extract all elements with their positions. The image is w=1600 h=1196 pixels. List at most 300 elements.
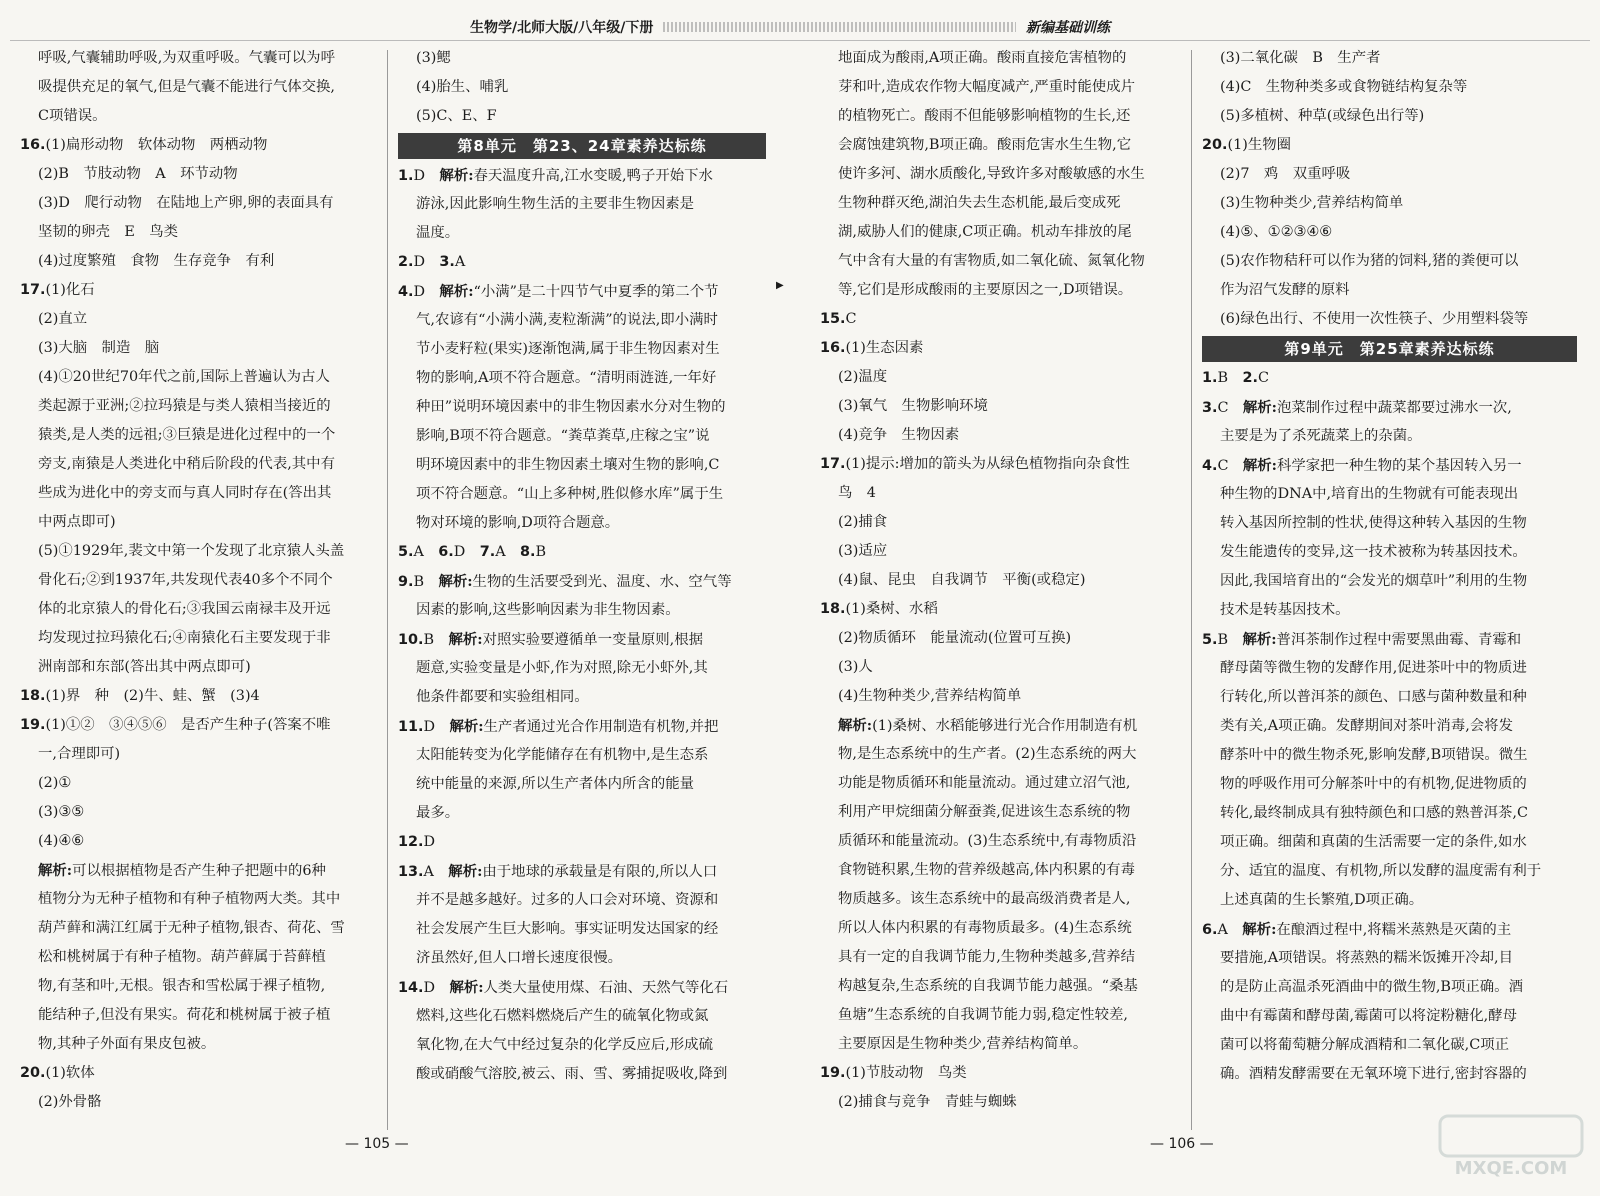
question-number: 12. bbox=[398, 834, 424, 850]
text-line bbox=[820, 479, 1188, 508]
text-line bbox=[20, 160, 388, 189]
text-line bbox=[20, 1088, 388, 1117]
answer-text: (4)过度繁殖 食物 生存竞争 有利 bbox=[38, 253, 275, 269]
answer-text: 因此,我国培育出的“会发光的烟草叶”利用的生物 bbox=[1220, 573, 1528, 589]
answer-text: 酵茶叶中的微生物杀死,影响发酵,B项错误。微生 bbox=[1220, 747, 1528, 763]
answer-text: (4)④⑥ bbox=[38, 833, 85, 849]
answer-text: 物的影响,A项不符合题意。“清明雨涟涟,一年好 bbox=[416, 370, 717, 386]
answer-text: B bbox=[1217, 632, 1243, 648]
answer-text: (1)提示:增加的箭头为从绿色植物指向杂食性 bbox=[845, 456, 1130, 472]
text-line bbox=[820, 653, 1188, 682]
text-line bbox=[20, 363, 388, 392]
question-number: 10. bbox=[398, 632, 424, 648]
answer-text: (2)捕食与竞争 青蛙与蜘蛛 bbox=[838, 1094, 1017, 1110]
fold-marker-icon: ▶ bbox=[776, 280, 784, 291]
question-number: 2. bbox=[398, 254, 414, 270]
answer-text: 确。酒精发酵需要在无氧环境下进行,密封容器的 bbox=[1220, 1066, 1527, 1082]
answer-text: (1)桑树、水稻能够进行光合作用制造有机 bbox=[872, 718, 1138, 734]
text-line bbox=[20, 914, 388, 943]
text-line bbox=[398, 422, 766, 451]
text-line bbox=[398, 915, 766, 944]
column-4 bbox=[1202, 44, 1577, 1089]
answer-text: 物,有茎和叶,无根。银杏和雪松属于裸子植物, bbox=[38, 978, 326, 994]
question-number: 17. bbox=[20, 282, 46, 298]
analysis-label: 解析: bbox=[1242, 921, 1277, 938]
answer-text: 生产者通过光合作用制造有机物,并把 bbox=[483, 719, 719, 735]
text-line bbox=[820, 450, 1188, 479]
answer-text: (3)生物种类少,营养结构简单 bbox=[1220, 195, 1404, 211]
answer-text: 地面成为酸雨,A项正确。酸雨直接危害植物的 bbox=[838, 50, 1127, 66]
answer-text: 的植物死亡。酸雨不但能够影响植物的生长,还 bbox=[838, 108, 1131, 124]
answer-text: D bbox=[423, 719, 450, 735]
answer-text: (5)农作物秸秆可以作为猪的饲料,猪的粪便可以 bbox=[1220, 253, 1519, 269]
answer-text: 气,农谚有“小满小满,麦粒渐满”的说法,即小满时 bbox=[416, 312, 718, 328]
answer-text: 洲南部和东部(答出其中两点即可) bbox=[38, 659, 251, 675]
answer-text: (1)生物圈 bbox=[1227, 137, 1292, 153]
text-line bbox=[20, 73, 388, 102]
column-divider-right bbox=[1191, 50, 1192, 1130]
text-line bbox=[820, 508, 1188, 537]
answer-text: (3)大脑 制造 脑 bbox=[38, 340, 160, 356]
answer-text: 酵母菌等微生物的发酵作用,促进茶叶中的物质进 bbox=[1220, 660, 1527, 676]
answer-text: 坚韧的卵壳 E 鸟类 bbox=[38, 224, 179, 240]
text-line bbox=[398, 161, 766, 190]
answer-text: C bbox=[845, 311, 857, 327]
answer-text: 对照实验要遵循单一变量原则,根据 bbox=[482, 632, 703, 648]
answer-text: 温度。 bbox=[416, 225, 460, 241]
answer-text: 类有关,A项正确。发酵期间对茶叶消毒,会将发 bbox=[1220, 718, 1513, 734]
answer-text: 社会发展产生巨大影响。事实证明发达国家的经 bbox=[416, 921, 719, 937]
answer-text: 质循环和能量流动。(3)生态系统中,有毒物质沿 bbox=[838, 833, 1137, 849]
answer-text: (5)①1929年,裴文中第一个发现了北京猿人头盖 bbox=[38, 543, 345, 559]
text-line bbox=[20, 740, 388, 769]
text-line bbox=[1202, 393, 1577, 422]
answer-text: (4)生物种类少,营养结构简单 bbox=[838, 688, 1022, 704]
answer-text: B bbox=[423, 632, 449, 648]
text-line bbox=[820, 537, 1188, 566]
header-rule bbox=[10, 40, 1590, 41]
question-number: 20. bbox=[20, 1065, 46, 1081]
text-line bbox=[1202, 247, 1577, 276]
analysis-label: 解析: bbox=[438, 573, 473, 590]
watermark-logo bbox=[1436, 1112, 1586, 1180]
text-line bbox=[820, 769, 1188, 798]
answer-text: 可以根据植物是否产生种子把题中的6种 bbox=[72, 863, 326, 879]
answer-text: 题意,实验变量是小虾,作为对照,除无小虾外,其 bbox=[416, 660, 708, 676]
question-number: 6. bbox=[438, 544, 454, 560]
answer-text: 旁支,南猿是人类进化中稍后阶段的代表,其中有 bbox=[38, 456, 335, 472]
answer-text: 行转化,所以普洱茶的颜色、口感与菌种数量和种 bbox=[1220, 689, 1527, 705]
text-line bbox=[20, 682, 388, 711]
answer-text: 中两点即可) bbox=[38, 514, 116, 530]
question-number: 4. bbox=[1202, 458, 1218, 474]
question-number: 15. bbox=[820, 311, 846, 327]
answer-text: 由于地球的承载量是有限的,所以人口 bbox=[482, 864, 718, 880]
answer-text: 能结种子,但没有果实。荷花和桃树属于被子植 bbox=[38, 1007, 331, 1023]
text-line bbox=[398, 799, 766, 828]
text-line bbox=[1202, 44, 1577, 73]
text-line bbox=[1202, 944, 1577, 973]
text-line bbox=[20, 131, 388, 160]
text-line bbox=[20, 421, 388, 450]
text-line bbox=[1202, 102, 1577, 131]
text-line bbox=[1202, 1031, 1577, 1060]
question-number: 6. bbox=[1202, 922, 1218, 938]
answer-text: D bbox=[413, 254, 440, 270]
question-number: 13. bbox=[398, 864, 424, 880]
text-line bbox=[398, 364, 766, 393]
question-number: 18. bbox=[20, 688, 46, 704]
text-line bbox=[1202, 596, 1577, 625]
answer-text: 因素的影响,这些影响因素为非生物因素。 bbox=[416, 602, 680, 618]
answer-text: 普洱茶制作过程中需要黑曲霉、青霉和 bbox=[1276, 632, 1522, 648]
answer-text: 他条件都要和实验组相同。 bbox=[416, 689, 589, 705]
answer-text: 的是防止高温杀死酒曲中的微生物,B项正确。酒 bbox=[1220, 979, 1523, 995]
text-line bbox=[820, 305, 1188, 334]
answer-text: 在酿酒过程中,将糯米蒸熟是灭菌的主 bbox=[1276, 922, 1512, 938]
answer-text: (4)鼠、昆虫 自我调节 平衡(或稳定) bbox=[838, 572, 1086, 588]
text-line bbox=[398, 306, 766, 335]
analysis-label: 解析: bbox=[449, 718, 484, 735]
text-line bbox=[398, 335, 766, 364]
answer-text: D bbox=[423, 980, 450, 996]
answer-text: 项不符合题意。“山上多种树,胜似修水库”属于生 bbox=[416, 486, 724, 502]
text-line bbox=[1202, 509, 1577, 538]
text-line bbox=[398, 1060, 766, 1089]
text-line bbox=[20, 595, 388, 624]
text-line bbox=[20, 798, 388, 827]
answer-text: 物对环境的影响,D项符合题意。 bbox=[416, 515, 620, 531]
text-line bbox=[398, 102, 766, 131]
question-number: 4. bbox=[398, 284, 414, 300]
text-line bbox=[398, 886, 766, 915]
text-line bbox=[1202, 1002, 1577, 1031]
answer-text: 猿类,是人类的远祖;③巨猿是进化过程中的一个 bbox=[38, 427, 336, 443]
answer-text: (2)物质循环 能量流动(位置可互换) bbox=[838, 630, 1072, 646]
text-line bbox=[1202, 828, 1577, 857]
unit-8-banner: 第8单元 第23、24章素养达标练 bbox=[398, 133, 766, 159]
answer-text: (4)①20世纪70年代之前,国际上普遍认为古人 bbox=[38, 369, 330, 385]
text-line bbox=[398, 480, 766, 509]
text-line bbox=[1202, 770, 1577, 799]
analysis-label: 解析: bbox=[1242, 631, 1277, 648]
text-line bbox=[20, 653, 388, 682]
question-number: 19. bbox=[20, 717, 46, 733]
answer-text: (1)生态因素 bbox=[845, 340, 924, 356]
text-line bbox=[398, 857, 766, 886]
text-line bbox=[1202, 567, 1577, 596]
answer-text: 气中含有大量的有害物质,如二氧化硫、氮氧化物 bbox=[838, 253, 1145, 269]
text-line bbox=[20, 711, 388, 740]
answer-text: 主要是为了杀死蔬菜上的杂菌。 bbox=[1220, 428, 1422, 444]
answer-text: B bbox=[413, 574, 439, 590]
text-line bbox=[820, 363, 1188, 392]
answer-text: 鸟 4 bbox=[838, 485, 876, 501]
text-line bbox=[1202, 625, 1577, 654]
answer-text: 一,合理即可) bbox=[38, 746, 121, 762]
text-line bbox=[398, 509, 766, 538]
text-line bbox=[820, 1059, 1188, 1088]
answer-text: 要措施,A项错误。将蒸熟的糯米饭摊开冷却,目 bbox=[1220, 950, 1513, 966]
answer-text: 菌可以将葡萄糖分解成酒精和二氧化碳,C项正 bbox=[1220, 1037, 1510, 1053]
text-line bbox=[820, 885, 1188, 914]
answer-text: (2)捕食 bbox=[838, 514, 888, 530]
running-header bbox=[470, 14, 1110, 40]
answer-text: (1)界 种 (2)牛、蛙、蟹 (3)4 bbox=[45, 688, 260, 704]
answer-text: (2)7 鸡 双重呼吸 bbox=[1220, 166, 1351, 182]
question-number: 19. bbox=[820, 1065, 846, 1081]
answer-text: 呼吸,气囊辅助呼吸,为双重呼吸。气囊可以为呼 bbox=[38, 50, 335, 66]
column-2 bbox=[398, 44, 766, 1089]
answer-text: (1)节肢动物 鸟类 bbox=[845, 1065, 967, 1081]
text-line bbox=[820, 160, 1188, 189]
answer-text: 均发现过拉玛猿化石;④南猿化石主要发现于非 bbox=[38, 630, 331, 646]
text-line bbox=[20, 334, 388, 363]
answer-text: 松和桃树属于有种子植物。葫芦藓属于苔藓植 bbox=[38, 949, 326, 965]
text-line bbox=[398, 828, 766, 857]
question-number: 1. bbox=[398, 168, 414, 184]
answer-text: (3)适应 bbox=[838, 543, 888, 559]
text-line bbox=[398, 770, 766, 799]
text-line bbox=[820, 73, 1188, 102]
text-line bbox=[820, 392, 1188, 421]
analysis-label: 解析: bbox=[439, 167, 474, 184]
text-line bbox=[398, 712, 766, 741]
page-number-left: — 105 — bbox=[345, 1136, 409, 1152]
text-line bbox=[820, 334, 1188, 363]
answer-text: 物的呼吸作用可分解茶叶中的有机物,促进物质的 bbox=[1220, 776, 1527, 792]
answer-text: D bbox=[423, 834, 436, 850]
answer-text: (2)外骨骼 bbox=[38, 1094, 102, 1110]
text-line bbox=[820, 421, 1188, 450]
text-line bbox=[20, 189, 388, 218]
answer-text: C bbox=[1217, 400, 1243, 416]
answer-text: (3)氧气 生物影响环境 bbox=[838, 398, 988, 414]
text-line bbox=[820, 682, 1188, 711]
answer-text: 所以人体内积累的有毒物质最多。(4)生态系统 bbox=[838, 920, 1132, 936]
answer-text: 转入基因所控制的性状,使得这种转入基因的生物 bbox=[1220, 515, 1527, 531]
answer-text: 功能是物质循环和能量流动。通过建立沼气池, bbox=[838, 775, 1131, 791]
answer-text: 科学家把一种生物的某个基因转入另一 bbox=[1276, 458, 1522, 474]
text-line bbox=[398, 219, 766, 248]
text-line bbox=[820, 827, 1188, 856]
question-number: 5. bbox=[1202, 632, 1218, 648]
text-line bbox=[1202, 218, 1577, 247]
answer-text: 葫芦藓和满江红属于无种子植物,银杏、荷花、雪 bbox=[38, 920, 345, 936]
analysis-label: 解析: bbox=[38, 862, 73, 879]
answer-text: 影响,B项不符合题意。“粪草粪草,庄稼之宝”说 bbox=[416, 428, 710, 444]
text-line bbox=[20, 1001, 388, 1030]
answer-text: (5)C、E、F bbox=[416, 108, 497, 124]
answer-text: B bbox=[1217, 370, 1243, 386]
text-line bbox=[1202, 131, 1577, 160]
answer-text: (6)绿色出行、不使用一次性筷子、少用塑料袋等 bbox=[1220, 311, 1529, 327]
answer-text: 物质越多。该生态系统中的最高级消费者是人, bbox=[838, 891, 1131, 907]
text-line bbox=[1202, 799, 1577, 828]
text-line bbox=[820, 44, 1188, 73]
answer-text: 生物种群灭绝,湖泊失去生态机能,最后变成死 bbox=[838, 195, 1121, 211]
analysis-label: 解析: bbox=[448, 631, 483, 648]
text-line bbox=[20, 276, 388, 305]
answer-text: 作为沼气发酵的原料 bbox=[1220, 282, 1350, 298]
text-line bbox=[20, 218, 388, 247]
text-line bbox=[1202, 654, 1577, 683]
answer-text: 发生能遗传的变异,这一技术被称为转基因技术。 bbox=[1220, 544, 1527, 560]
text-line bbox=[20, 1059, 388, 1088]
answer-text: 些成为进化中的旁支而与真人同时存在(答出其 bbox=[38, 485, 332, 501]
answer-text: (3)D 爬行动物 在陆地上产卵,卵的表面具有 bbox=[38, 195, 334, 211]
text-line bbox=[1202, 915, 1577, 944]
text-line bbox=[1202, 451, 1577, 480]
svg-text:MXQE.COM: MXQE.COM bbox=[1454, 1158, 1568, 1179]
text-line bbox=[1202, 189, 1577, 218]
answer-text: 植物分为无种子植物和有种子植物两大类。其中 bbox=[38, 891, 341, 907]
text-line bbox=[820, 798, 1188, 827]
answer-text: 使许多河、湖水质酸化,导致许多对酸敏感的水生 bbox=[838, 166, 1145, 182]
text-line bbox=[20, 537, 388, 566]
answer-text: 利用产甲烷细菌分解蚕粪,促进该生态系统的物 bbox=[838, 804, 1131, 820]
answer-text: (1)扁形动物 软体动物 两栖动物 bbox=[45, 137, 268, 153]
text-line bbox=[398, 73, 766, 102]
text-line bbox=[820, 1030, 1188, 1059]
text-line bbox=[398, 1002, 766, 1031]
text-line bbox=[398, 683, 766, 712]
answer-text: C bbox=[1257, 370, 1269, 386]
answer-text: 最多。 bbox=[416, 805, 460, 821]
answer-text: 具有一定的自我调节能力,生物种类越多,营养结 bbox=[838, 949, 1135, 965]
analysis-label: 解析: bbox=[448, 863, 483, 880]
column-1 bbox=[20, 44, 388, 1117]
text-line bbox=[20, 856, 388, 885]
answer-text: 并不是越多越好。过多的人口会对环境、资源和 bbox=[416, 892, 719, 908]
text-line bbox=[20, 827, 388, 856]
answer-text: 骨化石;②到1937年,共发现代表40多个不同个 bbox=[38, 572, 333, 588]
question-number: 3. bbox=[1202, 400, 1218, 416]
analysis-label: 解析: bbox=[838, 717, 873, 734]
page-number-right: — 106 — bbox=[1150, 1136, 1214, 1152]
text-line bbox=[20, 1030, 388, 1059]
text-line bbox=[820, 189, 1188, 218]
answer-text: 种生物的DNA中,培育出的生物就有可能表现出 bbox=[1220, 486, 1519, 502]
answer-text: 游泳,因此影响生物生活的主要非生物因素是 bbox=[416, 196, 694, 212]
question-number: 18. bbox=[820, 601, 846, 617]
answer-text: A bbox=[1217, 922, 1243, 938]
answer-text: (1)桑树、水稻 bbox=[845, 601, 938, 617]
answer-text: “小满”是二十四节气中夏季的第二个节 bbox=[473, 284, 719, 300]
answer-text: A bbox=[454, 254, 466, 270]
book-title: 生物学/北师大版/八年级/下册 bbox=[470, 20, 654, 36]
text-line bbox=[1202, 73, 1577, 102]
text-line bbox=[820, 1088, 1188, 1117]
question-number: 16. bbox=[820, 340, 846, 356]
answer-text: 鱼塘”生态系统的自我调节能力弱,稳定性较差, bbox=[838, 1007, 1128, 1023]
question-number: 14. bbox=[398, 980, 424, 996]
answer-text: 统中能量的来源,所以生产者体内所含的能量 bbox=[416, 776, 694, 792]
answer-text: 氧化物,在大气中经过复杂的化学反应后,形成硫 bbox=[416, 1037, 713, 1053]
text-line bbox=[20, 885, 388, 914]
text-line bbox=[820, 856, 1188, 885]
text-line bbox=[820, 943, 1188, 972]
answer-text: (2)温度 bbox=[838, 369, 888, 385]
answer-text: A bbox=[423, 864, 449, 880]
text-line bbox=[1202, 712, 1577, 741]
question-number: 16. bbox=[20, 137, 46, 153]
answer-text: 物,是生态系统中的生产者。(2)生态系统的两大 bbox=[838, 746, 1137, 762]
analysis-label: 解析: bbox=[449, 979, 484, 996]
answer-text: (4)竞争 生物因素 bbox=[838, 427, 960, 443]
answer-text: 体的北京猿人的骨化石;③我国云南禄丰及开远 bbox=[38, 601, 331, 617]
answer-text: 技术是转基因技术。 bbox=[1220, 602, 1350, 618]
answer-text: 项正确。细菌和真菌的生活需要一定的条件,如水 bbox=[1220, 834, 1527, 850]
text-line bbox=[1202, 973, 1577, 1002]
text-line bbox=[1202, 886, 1577, 915]
text-line bbox=[20, 624, 388, 653]
answer-text: (2)① bbox=[38, 775, 72, 791]
text-line bbox=[20, 44, 388, 73]
answer-text: 曲中有霉菌和酵母菌,霉菌可以将淀粉糖化,酵母 bbox=[1220, 1008, 1517, 1024]
answer-text: (1)软体 bbox=[45, 1065, 95, 1081]
text-line bbox=[398, 538, 766, 567]
text-line bbox=[20, 972, 388, 1001]
question-number: 5. bbox=[398, 544, 414, 560]
text-line bbox=[398, 944, 766, 973]
answer-text: 分、适宜的温度、有机物,所以发酵的温度需有利于 bbox=[1220, 863, 1542, 879]
series-title: 新编基础训练 bbox=[1026, 20, 1110, 36]
text-line bbox=[20, 392, 388, 421]
text-line bbox=[398, 190, 766, 219]
answer-text: (3)二氧化碳 B 生产者 bbox=[1220, 50, 1381, 66]
answer-text: 太阳能转变为化学能储存在有机物中,是生态系 bbox=[416, 747, 709, 763]
text-line bbox=[398, 1031, 766, 1060]
answer-text: 主要原因是生物种类少,营养结构简单。 bbox=[838, 1036, 1088, 1052]
header-dotted-rule bbox=[663, 22, 1016, 32]
text-line bbox=[820, 972, 1188, 1001]
column-divider-left bbox=[387, 50, 388, 1130]
column-3 bbox=[820, 44, 1188, 1117]
text-line bbox=[1202, 422, 1577, 451]
text-line bbox=[398, 393, 766, 422]
text-line bbox=[1202, 160, 1577, 189]
text-line bbox=[398, 44, 766, 73]
analysis-label: 解析: bbox=[439, 283, 474, 300]
answer-text: 湖,威胁人们的健康,C项正确。机动车排放的尾 bbox=[838, 224, 1132, 240]
answer-text: C项错误。 bbox=[38, 108, 107, 124]
text-line bbox=[820, 914, 1188, 943]
answer-text: (5)多植树、种草(或绿色出行等) bbox=[1220, 108, 1425, 124]
answer-text: 物,其种子外面有果皮包被。 bbox=[38, 1036, 216, 1052]
text-line bbox=[1202, 1060, 1577, 1089]
answer-text: 转化,最终制成具有独特颜色和口感的熟普洱茶,C bbox=[1220, 805, 1528, 821]
analysis-label: 解析: bbox=[1242, 399, 1277, 416]
analysis-label: 解析: bbox=[1242, 457, 1277, 474]
text-line bbox=[20, 305, 388, 334]
text-line bbox=[820, 624, 1188, 653]
answer-text: 上述真菌的生长繁殖,D项正确。 bbox=[1220, 892, 1424, 908]
answer-text: 吸提供充足的氧气,但是气囊不能进行气体交换, bbox=[38, 79, 335, 95]
answer-text: 芽和叶,造成农作物大幅度减产,严重时能使成片 bbox=[838, 79, 1135, 95]
text-line bbox=[20, 102, 388, 131]
text-line bbox=[820, 102, 1188, 131]
answer-text: 节小麦籽粒(果实)逐渐饱满,属于非生物因素对生 bbox=[416, 341, 720, 357]
question-number: 17. bbox=[820, 456, 846, 472]
text-line bbox=[398, 567, 766, 596]
answer-text: (4)胎生、哺乳 bbox=[416, 79, 509, 95]
answer-text: A bbox=[495, 544, 520, 560]
text-line bbox=[398, 451, 766, 480]
text-line bbox=[398, 973, 766, 1002]
text-line bbox=[1202, 305, 1577, 334]
question-number: 1. bbox=[1202, 370, 1218, 386]
